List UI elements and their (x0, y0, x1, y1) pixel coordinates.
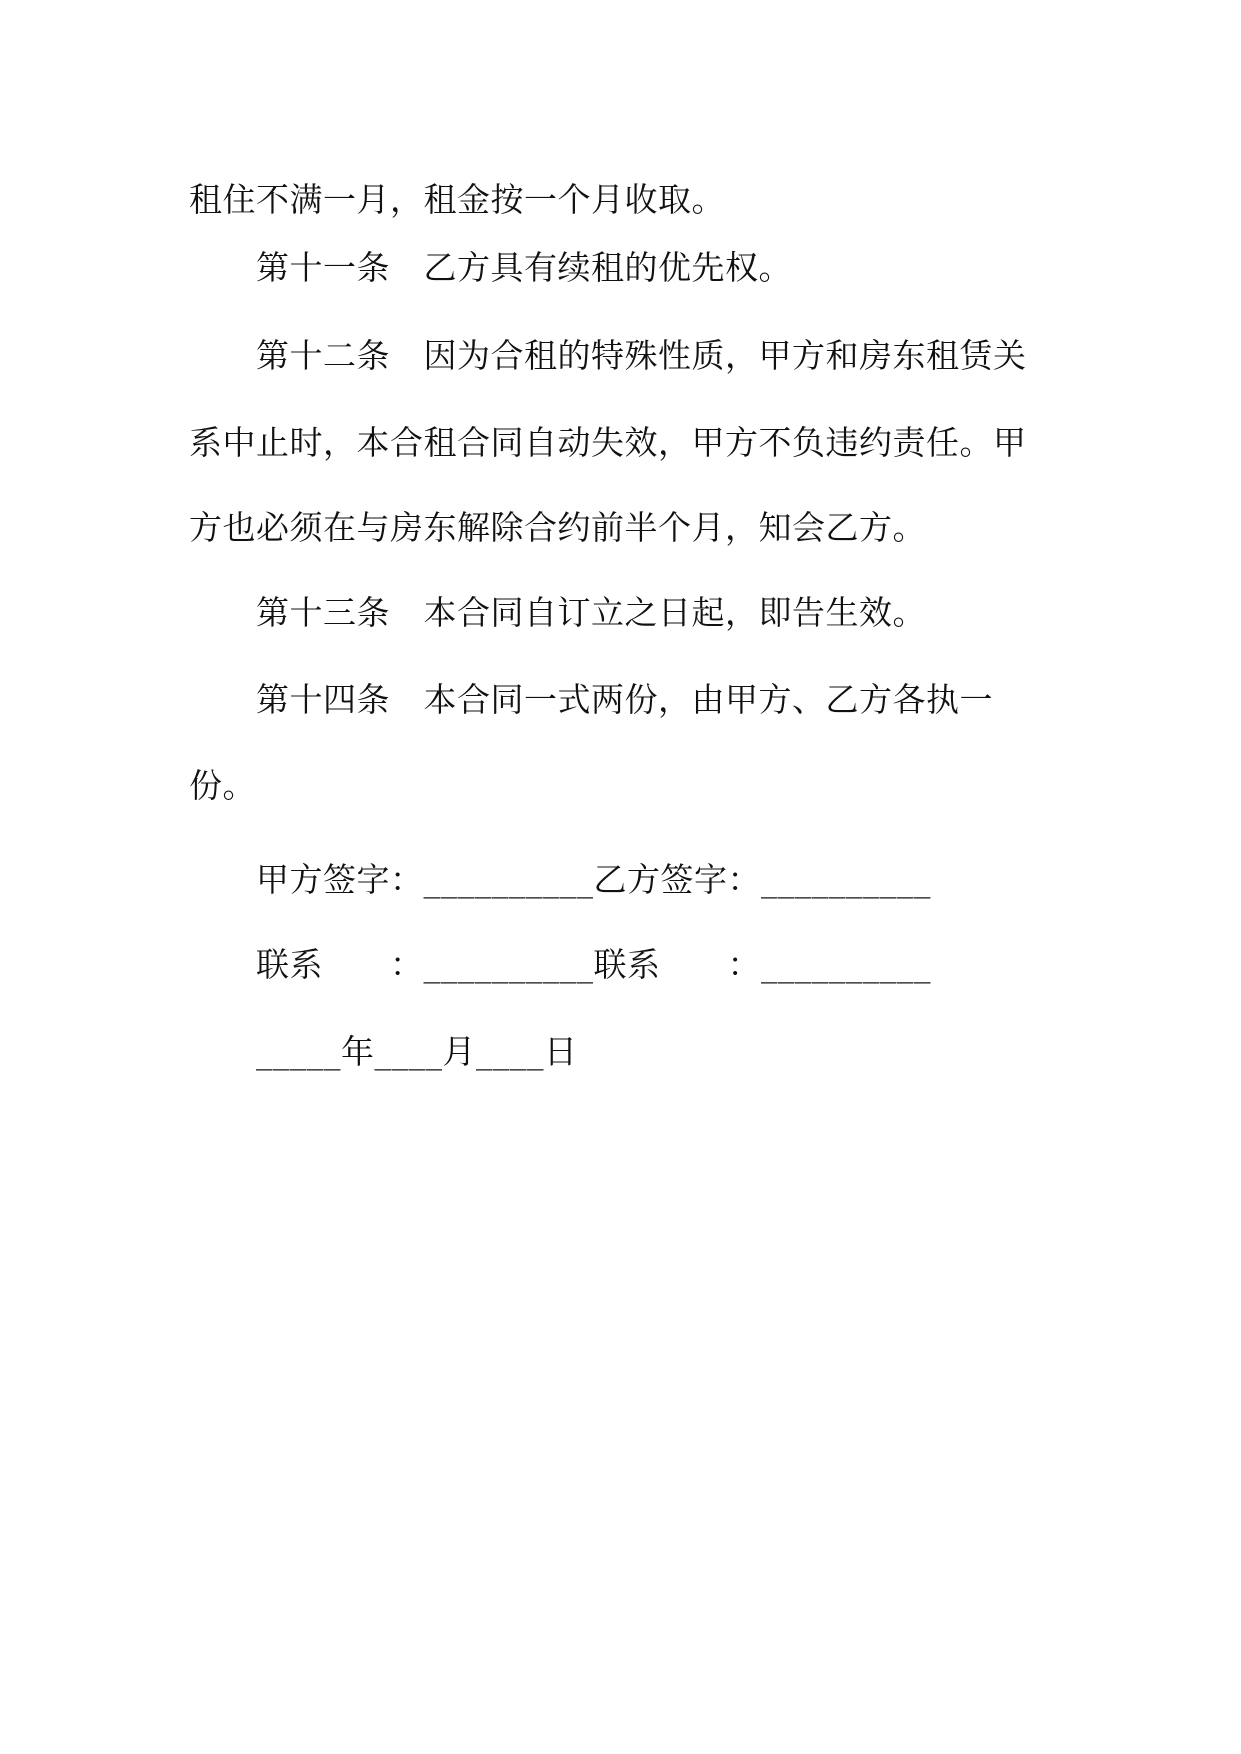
clause-10-continuation: 租住不满一月，租金按一个月收取。 (189, 180, 725, 219)
date-line: _____年____月____日 (256, 1032, 578, 1071)
clause-11: 第十一条 乙方具有续租的优先权。 (256, 248, 792, 287)
clause-12-line-1: 第十二条 因为合租的特殊性质，甲方和房东租赁关 (256, 336, 1027, 375)
clause-13: 第十三条 本合同自订立之日起，即告生效。 (256, 593, 926, 632)
clause-14-line-2: 份。 (189, 766, 256, 805)
contact-line: 联系 ：__________联系 ：__________ (256, 945, 931, 984)
clause-14-line-1: 第十四条 本合同一式两份，由甲方、乙方各执一 (256, 680, 993, 719)
signature-line: 甲方签字：__________乙方签字：__________ (256, 860, 931, 899)
clause-12-line-2: 系中止时，本合租合同自动失效，甲方不负违约责任。甲 (189, 423, 1027, 462)
clause-12-line-3: 方也必须在与房东解除合约前半个月，知会乙方。 (189, 508, 926, 547)
